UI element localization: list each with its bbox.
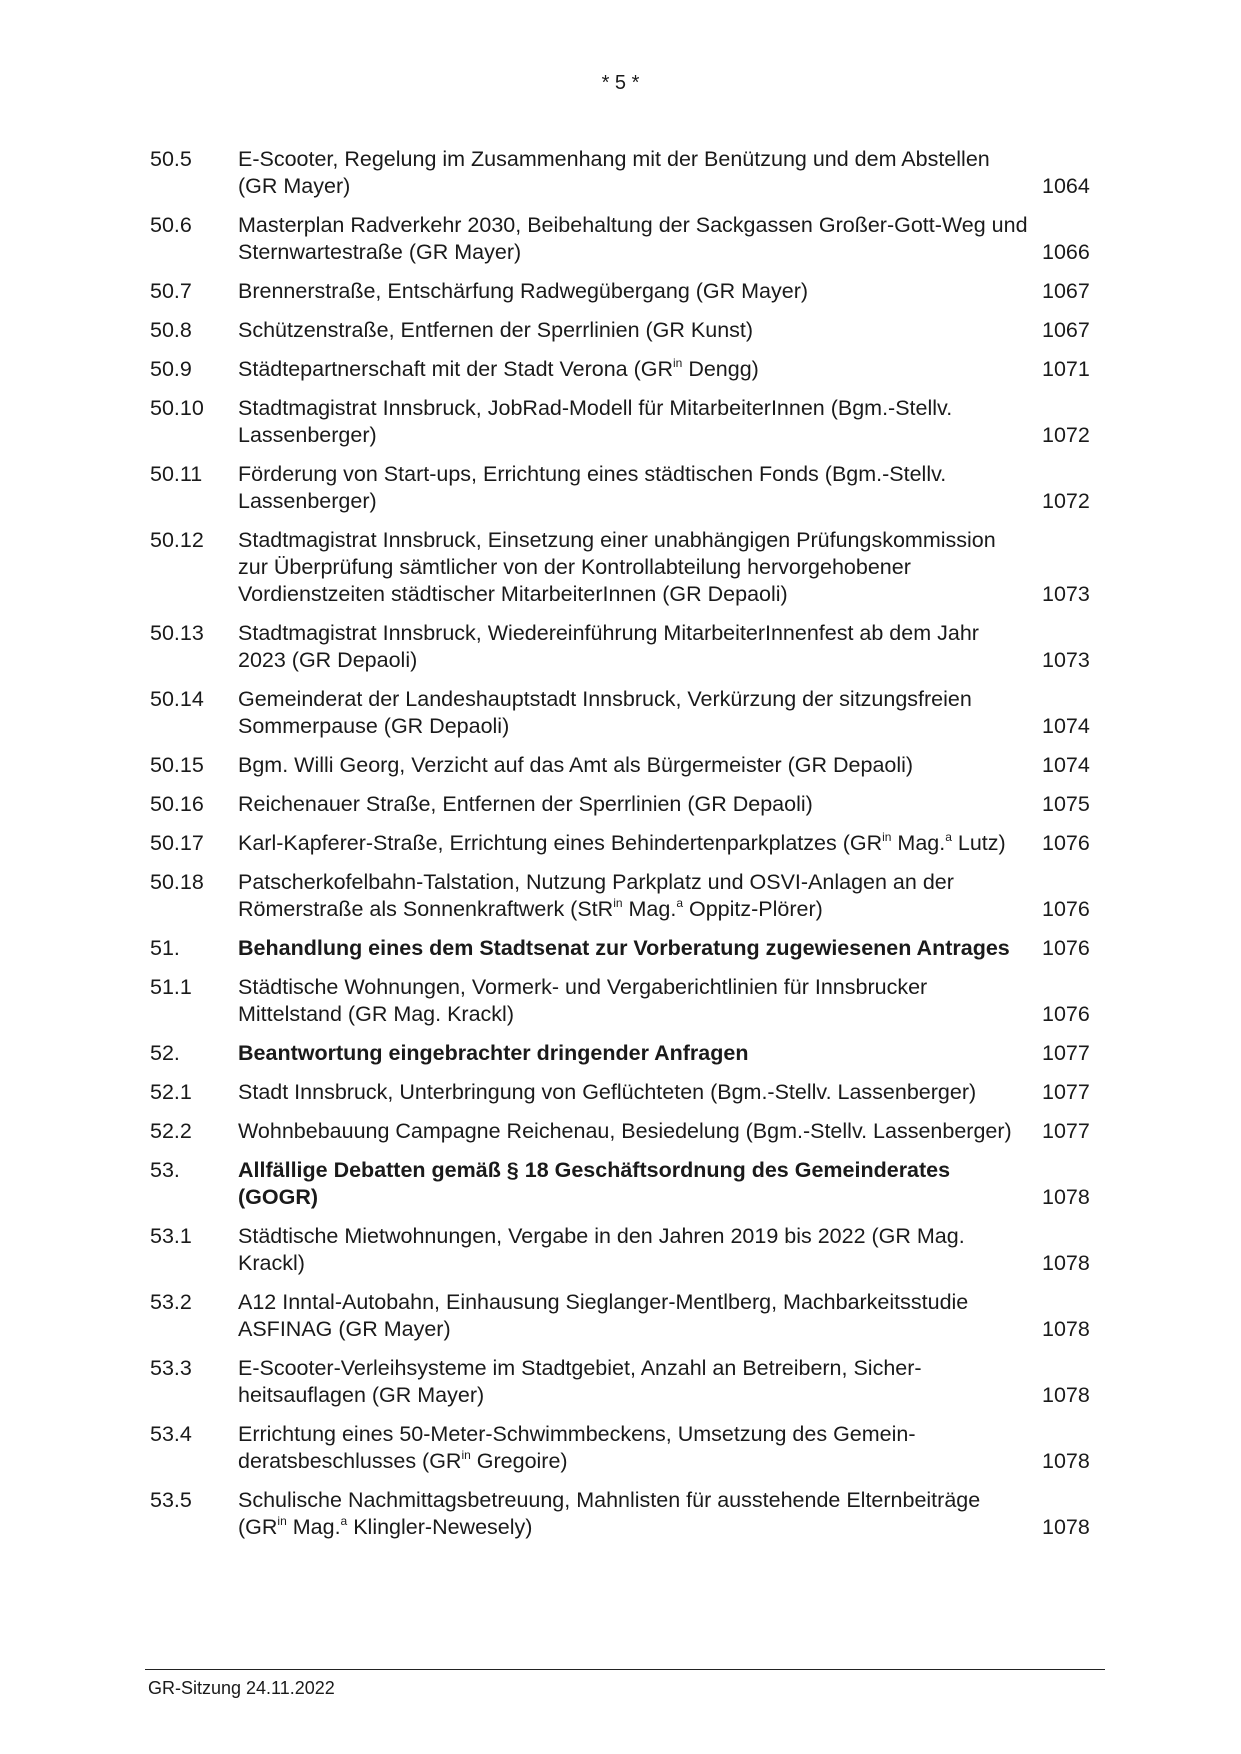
toc-entry-title: Beantwortung eingebrachter dringender Anfragen — [238, 1041, 749, 1065]
superscript: in — [673, 356, 683, 370]
toc-entry — [150, 974, 1100, 1028]
toc-entry — [150, 146, 1100, 200]
superscript: a — [340, 1514, 348, 1528]
toc-entry-number: 50.15 — [150, 753, 204, 777]
toc-entry-page: 1074 — [1042, 714, 1090, 738]
toc-entry-title: Schulische Nachmittagsbetreuung, Mahnlisten für ausstehende Elternbeiträge ($GR^{in}$ Mag.$^a$ Klingler-Newesely) — [238, 1488, 981, 1539]
toc-entry-page: 1072 — [1042, 423, 1090, 447]
toc-entry-title: Patscherkofelbahn-Talstation, Nutzung Parkplatz und OSVI-Anlagen an der Römerstraße als Sonnenkraftwerk (StR$^{in}$ Mag.$^a$ Oppitz-Plörer) — [238, 870, 954, 921]
toc-entry-title: E-Scooter-Verleihsysteme im Stadtgebiet, Anzahl an Betreibern, Sicherheitsauflagen (GR Mayer) — [238, 1356, 922, 1407]
toc-entry — [150, 830, 1100, 857]
toc-entry-number: 50.13 — [150, 621, 204, 645]
toc-entry — [150, 791, 1100, 818]
toc-entry-title: Reichenauer Straße, Entfernen der Sperrlinien (GR Depaoli) — [238, 792, 813, 816]
toc-entry — [150, 1223, 1100, 1277]
toc-entry-title: Gemeinderat der Landeshauptstadt Innsbruck, Verkürzung der sitzungsfreien Sommerpause (GR Depaoli) — [238, 687, 972, 738]
toc-entry-page: 1076 — [1042, 1002, 1090, 1026]
toc-entry — [150, 935, 1100, 962]
toc-entry — [150, 1157, 1100, 1211]
toc-entry — [150, 1118, 1100, 1145]
toc-entry-number: 50.8 — [150, 318, 192, 342]
toc-entry-title: A12 Inntal-Autobahn, Einhausung Sieglanger-Mentlberg, Machbarkeitsstudie ASFINAG (GR Mayer) — [238, 1290, 969, 1341]
toc-entry-title: Karl-Kapferer-Straße, Errichtung eines Behindertenparkplatzes ($GR^{in}$ Mag.$^a$ Lutz) — [238, 830, 1006, 855]
toc-entry-title: Stadt Innsbruck, Unterbringung von Geflüchteten (Bgm.-Stellv. Lassenberger) — [238, 1080, 977, 1104]
superscript: a — [945, 830, 952, 844]
toc-entry-number: 52. — [150, 1041, 180, 1065]
toc-entry-page: 1076 — [1042, 897, 1090, 921]
toc-entry-number: 50.9 — [150, 357, 192, 381]
toc-entry — [150, 620, 1100, 674]
toc-entry — [150, 1079, 1100, 1106]
toc-entry-title: Schützenstraße, Entfernen der Sperrlinien (GR Kunst) — [238, 318, 754, 342]
toc-entry-page: 1071 — [1042, 357, 1090, 381]
footer-divider — [145, 1669, 1105, 1670]
toc-entry-number: 53.5 — [150, 1488, 192, 1512]
toc-entry-page: 1067 — [1042, 318, 1090, 342]
toc-entry-number: 50.14 — [150, 687, 204, 711]
toc-entry-number: 53.2 — [150, 1290, 192, 1314]
footer-session-date: GR-Sitzung 24.11.2022 — [148, 1678, 335, 1698]
toc-entry-number: 51.1 — [150, 975, 192, 999]
toc-entry — [150, 278, 1100, 305]
toc-entry-title: Brennerstraße, Entschärfung Radwegübergang (GR Mayer) — [238, 279, 809, 303]
toc-entry-page: 1078 — [1042, 1383, 1090, 1407]
toc-entry-page: 1067 — [1042, 279, 1090, 303]
toc-entry-page: 1078 — [1042, 1515, 1090, 1539]
toc-entry-number: 50.18 — [150, 870, 204, 894]
superscript: in — [277, 1514, 287, 1528]
toc-entry-page: 1077 — [1042, 1080, 1090, 1104]
toc-entry — [150, 1289, 1100, 1343]
toc-entry — [150, 869, 1100, 923]
toc-entry-number: 50.6 — [150, 213, 192, 237]
toc-entry-title: Förderung von Start-ups, Errichtung eines städtischen Fonds (Bgm.-Stellv. Lassenberger) — [238, 462, 947, 513]
toc-entry-page: 1075 — [1042, 792, 1090, 816]
toc-entry-title: E-Scooter, Regelung im Zusammenhang mit der Benützung und dem Abstellen (GR Mayer) — [238, 147, 990, 198]
toc-entry-title: Stadtmagistrat Innsbruck, Wiedereinführung MitarbeiterInnenfest ab dem Jahr 2023 (GR Depaoli) — [238, 621, 979, 672]
toc-entry-number: 53.3 — [150, 1356, 192, 1380]
toc-entry — [150, 1487, 1100, 1541]
toc-entry-number: 50.5 — [150, 147, 192, 171]
toc-entry-title: Wohnbebauung Campagne Reichenau, Besiedelung (Bgm.-Stellv. Lassenberger) — [238, 1119, 1012, 1143]
toc-entry-page: 1078 — [1042, 1317, 1090, 1341]
toc-entry-page: 1074 — [1042, 753, 1090, 777]
toc-entry — [150, 527, 1100, 608]
toc-entry-page: 1077 — [1042, 1041, 1090, 1065]
toc-entry-page: 1073 — [1042, 582, 1090, 606]
toc-entry-number: 50.10 — [150, 396, 204, 420]
toc-entry — [150, 686, 1100, 740]
toc-entry — [150, 1421, 1100, 1475]
toc-entry-number: 51. — [150, 936, 180, 960]
toc-entry-title: Behandlung eines dem Stadtsenat zur Vorberatung zugewiesenen Antrages — [238, 936, 1010, 960]
superscript: a — [676, 896, 683, 910]
toc-entry-number: 53.1 — [150, 1224, 192, 1248]
toc-entry-number: 52.1 — [150, 1080, 192, 1104]
toc-entry-number: 50.12 — [150, 528, 204, 552]
toc-entry-number: 52.2 — [150, 1119, 192, 1143]
toc-entry-title: Städtische Mietwohnungen, Vergabe in den Jahren 2019 bis 2022 (GR Mag. Krackl) — [238, 1224, 965, 1275]
toc-entry-title: Allfällige Debatten gemäß § 18 Geschäftsordnung des Gemeinderates (GOGR) — [238, 1158, 951, 1209]
toc-entry — [150, 752, 1100, 779]
toc-entry — [150, 1355, 1100, 1409]
toc-entry-page: 1076 — [1042, 936, 1090, 960]
toc-entry — [150, 1040, 1100, 1067]
toc-entry — [150, 356, 1100, 383]
page-number: * 5 * — [601, 72, 640, 94]
toc-entry — [150, 461, 1100, 515]
toc-entry-title: Stadtmagistrat Innsbruck, Einsetzung einer unabhängigen Prüfungskommission zur Überprüfung sämtlicher von der Kontrollabteilung hervorgehobener Vordienstzeiten städtischer MitarbeiterInnen (GR Depaoli) — [238, 528, 996, 606]
toc-entry-number: 53.4 — [150, 1422, 192, 1446]
toc-entry-title: Städtische Wohnungen, Vormerk- und Vergaberichtlinien für Innsbrucker Mittelstand (GR Mag. Krackl) — [238, 975, 928, 1026]
toc-entry — [150, 395, 1100, 449]
toc-entry-page: 1078 — [1042, 1185, 1090, 1209]
toc-entry — [150, 212, 1100, 266]
toc-entry-page: 1064 — [1042, 174, 1090, 198]
toc-entry-page: 1078 — [1042, 1251, 1090, 1275]
toc-entry-page: 1076 — [1042, 831, 1090, 855]
toc-entry-title: Masterplan Radverkehr 2030, Beibehaltung der Sackgassen Großer-Gott-Weg und Sternwartestraße (GR Mayer) — [238, 213, 1028, 264]
toc-entry-page: 1066 — [1042, 240, 1090, 264]
toc-entry-number: 50.11 — [150, 462, 203, 486]
superscript: in — [882, 830, 892, 844]
toc-entry-number: 50.16 — [150, 792, 204, 816]
superscript: in — [613, 896, 623, 910]
toc-entry-page: 1078 — [1042, 1449, 1090, 1473]
toc-entry-title: Stadtmagistrat Innsbruck, JobRad-Modell für MitarbeiterInnen (Bgm.-Stellv. Lassenberger) — [238, 396, 953, 447]
toc-entry-title: Errichtung eines 50-Meter-Schwimmbeckens, Umsetzung des Gemeinderatsbeschlusses ($GR^{in}$ Gregoire) — [238, 1422, 916, 1473]
superscript: in — [461, 1448, 471, 1462]
toc-entry-page: 1073 — [1042, 648, 1090, 672]
toc-entry-page: 1077 — [1042, 1119, 1090, 1143]
toc-entry-page: 1072 — [1042, 489, 1090, 513]
toc-entry-number: 50.7 — [150, 279, 192, 303]
toc-entry-number: 53. — [150, 1158, 180, 1182]
table-of-contents — [150, 146, 1100, 1553]
toc-entry-number: 50.17 — [150, 831, 204, 855]
toc-entry-title: Bgm. Willi Georg, Verzicht auf das Amt als Bürgermeister (GR Depaoli) — [238, 753, 914, 777]
toc-entry — [150, 317, 1100, 344]
toc-entry-title: Städtepartnerschaft mit der Stadt Verona ($GR^{in}$ Dengg) — [238, 356, 759, 381]
